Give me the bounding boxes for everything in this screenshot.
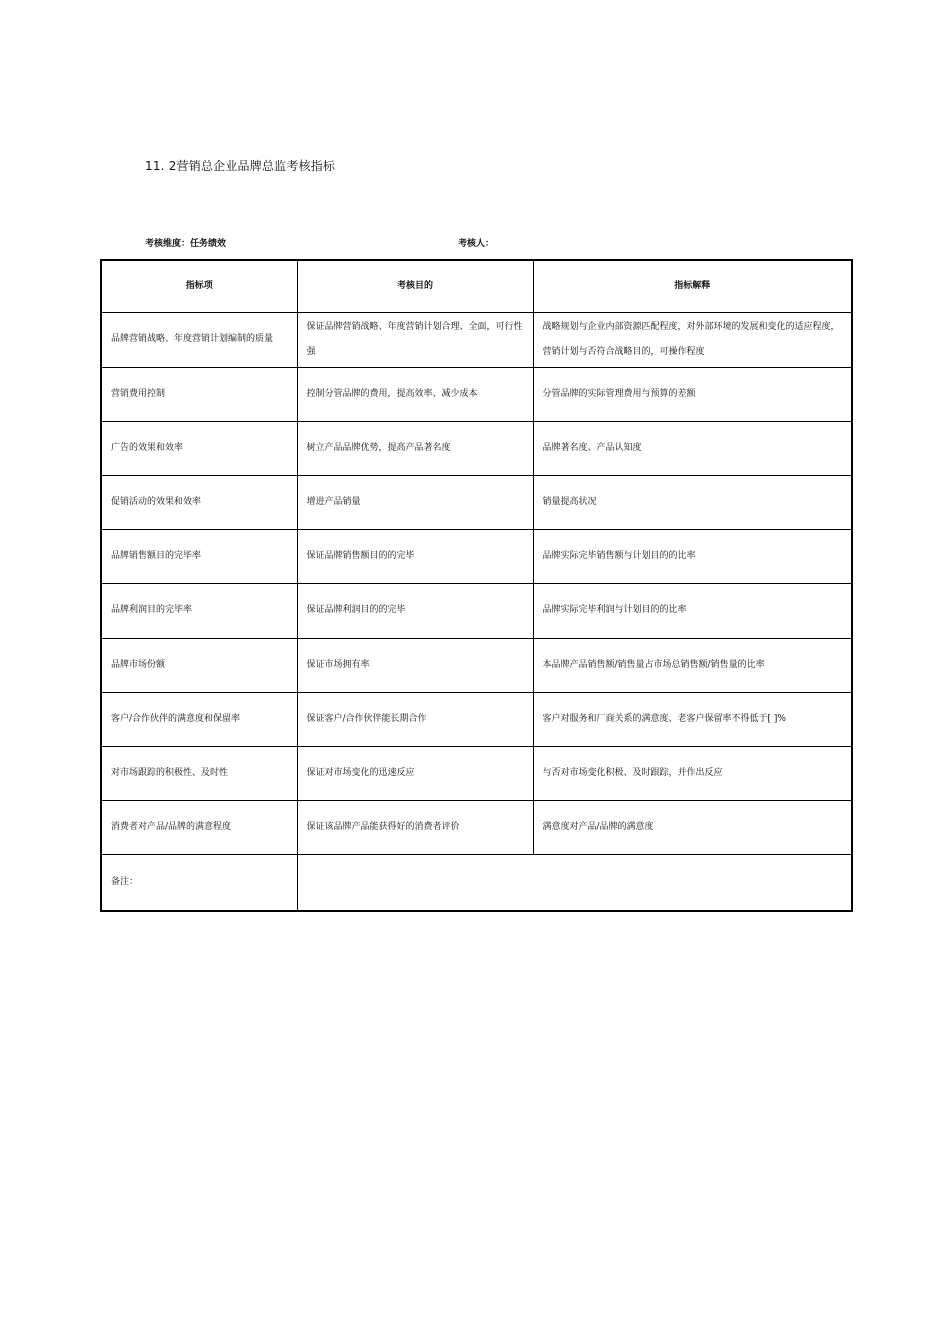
cell-explanation: 品牌实际完毕利润与计划目的的比率	[533, 584, 852, 638]
table-row	[101, 801, 852, 855]
cell-explanation: 品牌实际完毕销售额与计划目的的比率	[533, 530, 852, 584]
cell-explanation: 满意度对产品/品牌的满意度	[533, 801, 852, 855]
cell-indicator: 消费者对产品/品牌的满意程度	[101, 801, 297, 855]
cell-purpose: 保证该品牌产品能获得好的消费者评价	[297, 801, 533, 855]
cell-purpose: 保证客户/合作伙伴能长期合作	[297, 692, 533, 746]
cell-purpose: 保证市场拥有率	[297, 638, 533, 692]
cell-indicator: 促销活动的效果和效率	[101, 476, 297, 530]
cell-purpose: 保证对市场变化的迅速反应	[297, 746, 533, 800]
assessment-dimension: 考核维度：任务绩效	[145, 239, 227, 249]
cell-indicator: 客户/合作伙伴的满意度和保留率	[101, 692, 297, 746]
cell-explanation: 销量提高状况	[533, 476, 852, 530]
cell-purpose: 保证品牌销售额目的的完毕	[297, 530, 533, 584]
table-row	[101, 421, 852, 475]
table-row	[101, 312, 852, 367]
assessor-label: 考核人：	[458, 239, 495, 249]
notes-label: 备注：	[101, 855, 297, 911]
table-row	[101, 638, 852, 692]
header-indicator: 指标项	[101, 260, 297, 312]
cell-explanation: 战略规划与企业内部资源匹配程度，对外部环境的发展和变化的适应程度，营销计划与否符合战略目的，可操作程度	[533, 312, 852, 367]
table-row	[101, 584, 852, 638]
table-row	[101, 367, 852, 421]
cell-indicator: 品牌市场份额	[101, 638, 297, 692]
notes-value	[297, 855, 852, 911]
cell-purpose: 树立产品品牌优势，提高产品著名度	[297, 421, 533, 475]
cell-indicator: 广告的效果和效率	[101, 421, 297, 475]
cell-purpose: 保证品牌利润目的的完毕	[297, 584, 533, 638]
cell-indicator: 品牌营销战略、年度营销计划编制的质量	[101, 312, 297, 367]
cell-explanation: 品牌著名度、产品认知度	[533, 421, 852, 475]
cell-explanation: 客户对服务和厂商关系的满意度、老客户保留率不得低于[ ]%	[533, 692, 852, 746]
cell-indicator: 品牌销售额目的完毕率	[101, 530, 297, 584]
notes-row	[101, 855, 852, 911]
cell-explanation: 本品牌产品销售额/销售量占市场总销售额/销售量的比率	[533, 638, 852, 692]
cell-indicator: 营销费用控制	[101, 367, 297, 421]
cell-explanation: 分管品牌的实际管理费用与预算的差额	[533, 367, 852, 421]
cell-indicator: 品牌利润目的完毕率	[101, 584, 297, 638]
cell-purpose: 增进产品销量	[297, 476, 533, 530]
table-row	[101, 530, 852, 584]
table-header-row	[101, 260, 852, 312]
table-row	[101, 476, 852, 530]
cell-purpose: 控制分管品牌的费用，提高效率、减少成本	[297, 367, 533, 421]
kpi-table	[100, 259, 853, 912]
header-purpose: 考核目的	[297, 260, 533, 312]
page-title: 11. 2营销总企业品牌总监考核指标	[145, 159, 336, 173]
cell-indicator: 对市场跟踪的积极性、及时性	[101, 746, 297, 800]
header-explanation: 指标解释	[533, 260, 852, 312]
cell-explanation: 与否对市场变化积极、及时跟踪，并作出反应	[533, 746, 852, 800]
table-row	[101, 746, 852, 800]
cell-purpose: 保证品牌营销战略、年度营销计划合理、全面，可行性强	[297, 312, 533, 367]
table-row	[101, 692, 852, 746]
